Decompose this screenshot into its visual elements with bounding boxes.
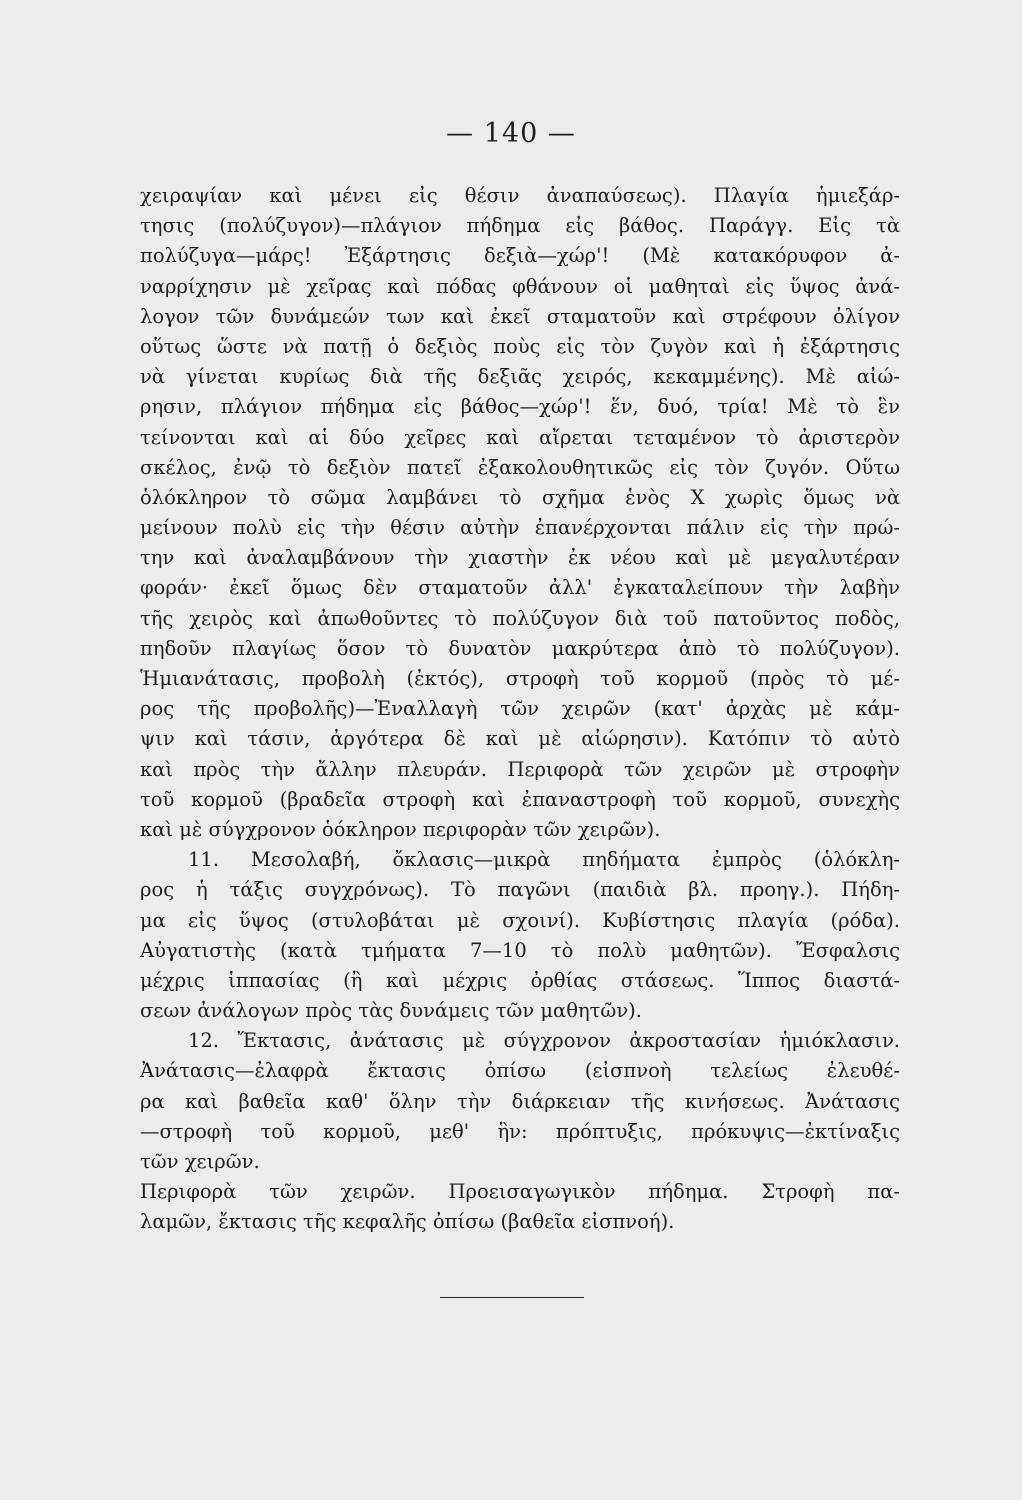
text-line: Περιφορὰ τῶν χειρῶν. Προεισαγωγικὸν πήδημα. Στροφὴ πα-	[140, 1180, 900, 1204]
text-line: λογον τῶν δυνάμεών των καὶ ἐκεῖ σταματοῦν καὶ στρέφουν ὀλίγον	[140, 304, 900, 328]
text-line: σεων ἀνάλογων πρὸς τὰς δυνάμεις τῶν μαθητῶν).	[140, 999, 642, 1023]
text-line: ψιν καὶ τάσιν, ἀργότερα δὲ καὶ μὲ αἰώρησιν). Κατόπιν τὸ αὐτὸ	[140, 727, 900, 751]
text-line: 11. Μεσολαβή, ὄκλασις—μικρὰ πηδήματα ἐμπρὸς (ὁλόκλη-	[188, 848, 900, 872]
text-line: καὶ μὲ σύγχρονον ὁόκληρον περιφορὰν τῶν χειρῶν).	[140, 817, 661, 841]
text-line: μέχρις ἱππασίας (ἢ καὶ μέχρις ὀρθίας στάσεως. Ἵππος διαστά-	[140, 968, 900, 992]
text-line: ρησιν, πλάγιον πήδημα εἰς βάθος—χώρ'! ἕν, δυό, τρία! Μὲ τὸ ἓν	[140, 395, 900, 419]
text-line: μα εἰς ὕψος (στυλοβάται μὲ σχοινί). Κυβίστησις πλαγία (ρόδα).	[140, 908, 900, 932]
text-line: ὁλόκληρον τὸ σῶμα λαμβάνει τὸ σχῆμα ἑνὸς Χ χωρὶς ὅμως νὰ	[140, 485, 900, 509]
text-line: καὶ πρὸς τὴν ἄλλην πλευράν. Περιφορὰ τῶν χειρῶν μὲ στροφὴν	[140, 757, 900, 781]
page-number: — 140 —	[446, 118, 576, 149]
text-line: φοράν· ἐκεῖ ὅμως δὲν σταματοῦν ἀλλ' ἐγκαταλείπουν τὴν λαβὴν	[140, 576, 900, 600]
text-line: —στροφὴ τοῦ κορμοῦ, μεθ' ἣν: πρόπτυξις, πρόκυψις—ἐκτίναξις	[140, 1119, 900, 1143]
text-line: τοῦ κορμοῦ (βραδεῖα στροφὴ καὶ ἐπαναστροφὴ τοῦ κορμοῦ, συνεχὴς	[140, 787, 900, 811]
text-line: σκέλος, ἐνῷ τὸ δεξιὸν πατεῖ ἐξακολουθητικῶς εἰς τὸν ζυγόν. Οὕτω	[140, 455, 900, 479]
text-line: χειραψίαν καὶ μένει εἰς θέσιν ἀναπαύσεως). Πλαγία ἡμιεξάρ-	[140, 184, 900, 207]
text-line: μείνουν πολὺ εἰς τὴν θέσιν αὐτὴν ἐπανέρχονται πάλιν εἰς τὴν πρώ-	[140, 516, 900, 540]
text-line: 12. Ἔκτασις, ἀνάτασις μὲ σύγχρονον ἀκροστασίαν ἡμιόκλασιν.	[188, 1029, 900, 1053]
closing-rule	[440, 1297, 584, 1298]
text-line: πολύζυγα—μάρς! Ἐξάρτησις δεξιὰ—χώρ'! (Μὲ κατακόρυφον ἀ-	[140, 244, 900, 268]
text-line: Ἡμιανάτασις, προβολὴ (ἐκτός), στροφὴ τοῦ κορμοῦ (πρὸς τὸ μέ-	[140, 667, 900, 690]
text-line: πηδοῦν πλαγίως ὅσον τὸ δυνατὸν μακρύτερα ἀπὸ τὸ πολύζυγον).	[140, 636, 900, 660]
body-text	[140, 181, 900, 1238]
text-line: λαμῶν, ἔκτασις τῆς κεφαλῆς ὀπίσω (βαθεῖα εἰσπνοή).	[140, 1210, 675, 1234]
text-line: τείνονται καὶ αἱ δύο χεῖρες καὶ αἴρεται τεταμένον τὸ ἀριστερὸν	[140, 425, 900, 449]
text-line: ναρρίχησιν μὲ χεῖρας καὶ πόδας φθάνουν οἱ μαθηταὶ εἰς ὕψος ἀνά-	[140, 274, 900, 298]
text-line: τῶν χειρῶν.	[140, 1150, 260, 1173]
text-line: τῆς χειρὸς καὶ ἀπωθοῦντες τὸ πολύζυγον διὰ τοῦ πατοῦντος ποδὸς,	[140, 606, 900, 630]
text-line: ρος τῆς προβολῆς)—Ἐναλλαγὴ τῶν χειρῶν (κατ' ἀρχὰς μὲ κάμ-	[140, 697, 900, 721]
text-line: την καὶ ἀναλαμβάνουν τὴν χιαστὴν ἐκ νέου καὶ μὲ μεγαλυτέραν	[140, 546, 900, 570]
text-line: Αὐγατιστὴς (κατὰ τμήματα 7—10 τὸ πολὺ μαθητῶν). Ἔσφαλσις	[140, 938, 900, 962]
text-line: τησις (πολύζυγον)—πλάγιον πήδημα εἰς βάθος. Παράγγ. Εἰς τὰ	[140, 214, 900, 238]
text-line: Ἀνάτασις—ἐλαφρὰ ἔκτασις ὀπίσω (εἰσπνοὴ τελείως ἐλευθέ-	[140, 1059, 900, 1083]
text-line: οὕτως ὥστε νὰ πατῇ ὁ δεξιὸς ποὺς εἰς τὸν ζυγὸν καὶ ἡ ἐξάρτησις	[140, 334, 900, 358]
text-line: ρα καὶ βαθεῖα καθ' ὅλην τὴν διάρκειαν τῆς κινήσεως. Ἀνάτασις	[140, 1089, 900, 1113]
text-line: ρος ἡ τάξις συγχρόνως). Τὸ παγῶνι (παιδιὰ βλ. προηγ.). Πήδη-	[140, 878, 900, 902]
text-line: νὰ γίνεται κυρίως διὰ τῆς δεξιᾶς χειρός, κεκαμμένης). Μὲ αἰώ-	[140, 365, 900, 389]
